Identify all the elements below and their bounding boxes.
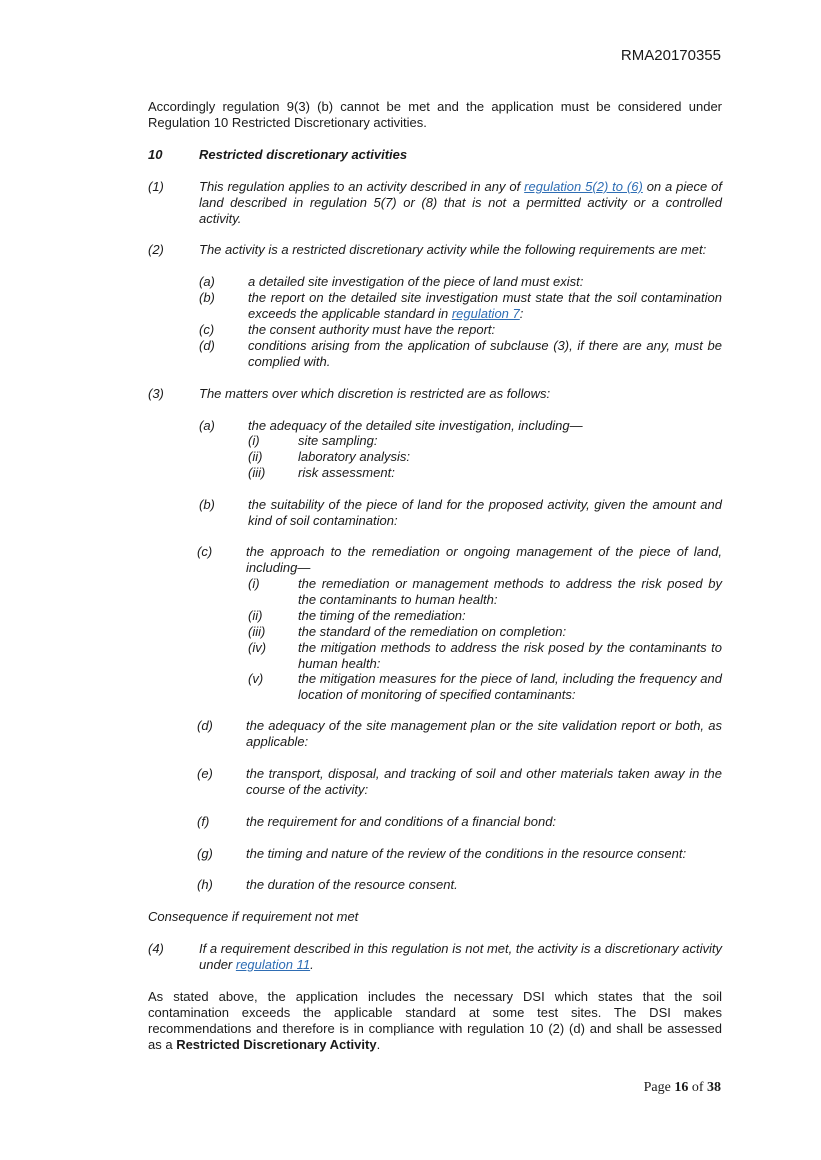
page-word: Page (643, 1080, 675, 1095)
clause-3a-iii-label: (iii) (248, 465, 266, 480)
clause-3e-text: the transport, disposal, and tracking of soil and other materials taken away in the course of the activity: (246, 766, 722, 797)
clause-2c-label: (c) (199, 322, 215, 337)
clause-3c-ii-text: the timing of the remediation: (298, 608, 466, 623)
clause-3a-i-label: (i) (248, 433, 260, 448)
clause-1-text (199, 179, 722, 227)
regulation-11-link[interactable]: regulation 11 (235, 957, 311, 972)
clause-4-text-start: If a requirement described in this regulation is not met, the activity is a discretionary activity under (199, 941, 722, 972)
clause-2b-text-start: the report on the detailed site investigation must state that the soil contamination exceeds the applicable standard in (248, 290, 722, 321)
regulation-7-link[interactable]: regulation 7 (451, 306, 520, 321)
total-pages: 38 (707, 1080, 721, 1095)
of-word: of (688, 1080, 707, 1095)
clause-1-text-start: This regulation applies to an activity described in any of (199, 179, 525, 194)
clause-3f-text: the requirement for and conditions of a financial bond: (246, 814, 557, 829)
clause-3c-text: the approach to the remediation or ongoing management of the piece of land, including— (246, 544, 722, 575)
clause-4-number: (4) (148, 941, 164, 956)
clause-3g-text: the timing and nature of the review of the conditions in the resource consent: (246, 846, 687, 861)
conclusion-paragraph (148, 989, 722, 1053)
clause-3c-iv-text: the mitigation methods to address the risk posed by the contaminants to human health: (298, 640, 722, 671)
current-page: 16 (674, 1080, 689, 1095)
clause-3b-label: (b) (199, 497, 215, 512)
clause-3c-v-text: the mitigation measures for the piece of land, including the frequency and location of monitoring of specified contaminants: (298, 671, 722, 702)
clause-3-number: (3) (148, 386, 164, 401)
clause-2-number: (2) (148, 242, 164, 257)
conclusion-end: . (376, 1037, 381, 1052)
clause-2d-label: (d) (199, 338, 215, 353)
clause-3c-v-label: (v) (248, 671, 264, 686)
clause-3a-label: (a) (199, 418, 215, 433)
clause-3a-text: the adequacy of the detailed site investigation, including— (248, 418, 583, 433)
clause-3c-ii-label: (ii) (248, 608, 263, 623)
clause-3c-iv-label: (iv) (248, 640, 267, 655)
clause-3d-text: the adequacy of the site management plan or the site validation report or both, as applicable: (246, 718, 722, 749)
clause-3-text: The matters over which discretion is restricted are as follows: (199, 386, 551, 401)
clause-3c-iii-label: (iii) (248, 624, 266, 639)
regulation-5-link[interactable]: regulation 5(2) to (6) (524, 179, 643, 194)
conclusion-text: As stated above, the application includes the necessary DSI which states that the soil contamination exceeds the applicable standard at some test sites. The DSI makes recommendations and therefore is in compliance with regulation 10 (2) (d) and shall be assessed as a (148, 989, 722, 1052)
clause-3c-iii-text: the standard of the remediation on completion: (298, 624, 567, 639)
clause-3b-text: the suitability of the piece of land for the proposed activity, given the amount and kind of soil contamination: (248, 497, 722, 528)
clause-2b-text-end: : (519, 306, 524, 321)
clause-2b-text (248, 290, 722, 322)
clause-4-text-end: . (310, 957, 314, 972)
clause-2-text: The activity is a restricted discretionary activity while the following requirements are met: (199, 242, 707, 257)
clause-3e-label: (e) (197, 766, 213, 781)
clause-2a-label: (a) (199, 274, 215, 289)
clause-3c-label: (c) (197, 544, 213, 559)
activity-classification: Restricted Discretionary Activity (176, 1037, 377, 1052)
page-number (644, 1080, 721, 1096)
section-title: Restricted discretionary activities (199, 147, 408, 162)
document-reference: RMA20170355 (620, 47, 721, 64)
clause-3f-label: (f) (197, 814, 210, 829)
clause-3d-label: (d) (197, 718, 213, 733)
clause-3c-i-text: the remediation or management methods to address the risk posed by the contaminants to human health: (298, 576, 722, 607)
clause-3c-i-label: (i) (248, 576, 260, 591)
clause-3a-i-text: site sampling: (298, 433, 378, 448)
section-number: 10 (148, 147, 163, 162)
clause-3h-text: the duration of the resource consent. (246, 877, 458, 892)
clause-2a-text: a detailed site investigation of the piece of land must exist: (248, 274, 584, 289)
clause-2d-text: conditions arising from the application of subclause (3), if there are any, must be complied with. (248, 338, 722, 369)
clause-3h-label: (h) (197, 877, 213, 892)
clause-1-text-end: on a piece of land described in regulation 5(7) or (8) that is not a permitted activity or a controlled activity. (199, 179, 722, 226)
clause-2c-text: the consent authority must have the report: (248, 322, 496, 337)
clause-3a-iii-text: risk assessment: (298, 465, 395, 480)
clause-3a-ii-text: laboratory analysis: (298, 449, 410, 464)
clause-4-text (199, 941, 722, 973)
clause-3g-label: (g) (197, 846, 213, 861)
clause-3a-ii-label: (ii) (248, 449, 263, 464)
clause-1-number: (1) (148, 179, 164, 194)
consequence-heading: Consequence if requirement not met (148, 909, 359, 924)
clause-2b-label: (b) (199, 290, 215, 305)
intro-paragraph: Accordingly regulation 9(3) (b) cannot be met and the application must be considered under Regulation 10 Restricted Discretionary activities. (148, 99, 722, 130)
